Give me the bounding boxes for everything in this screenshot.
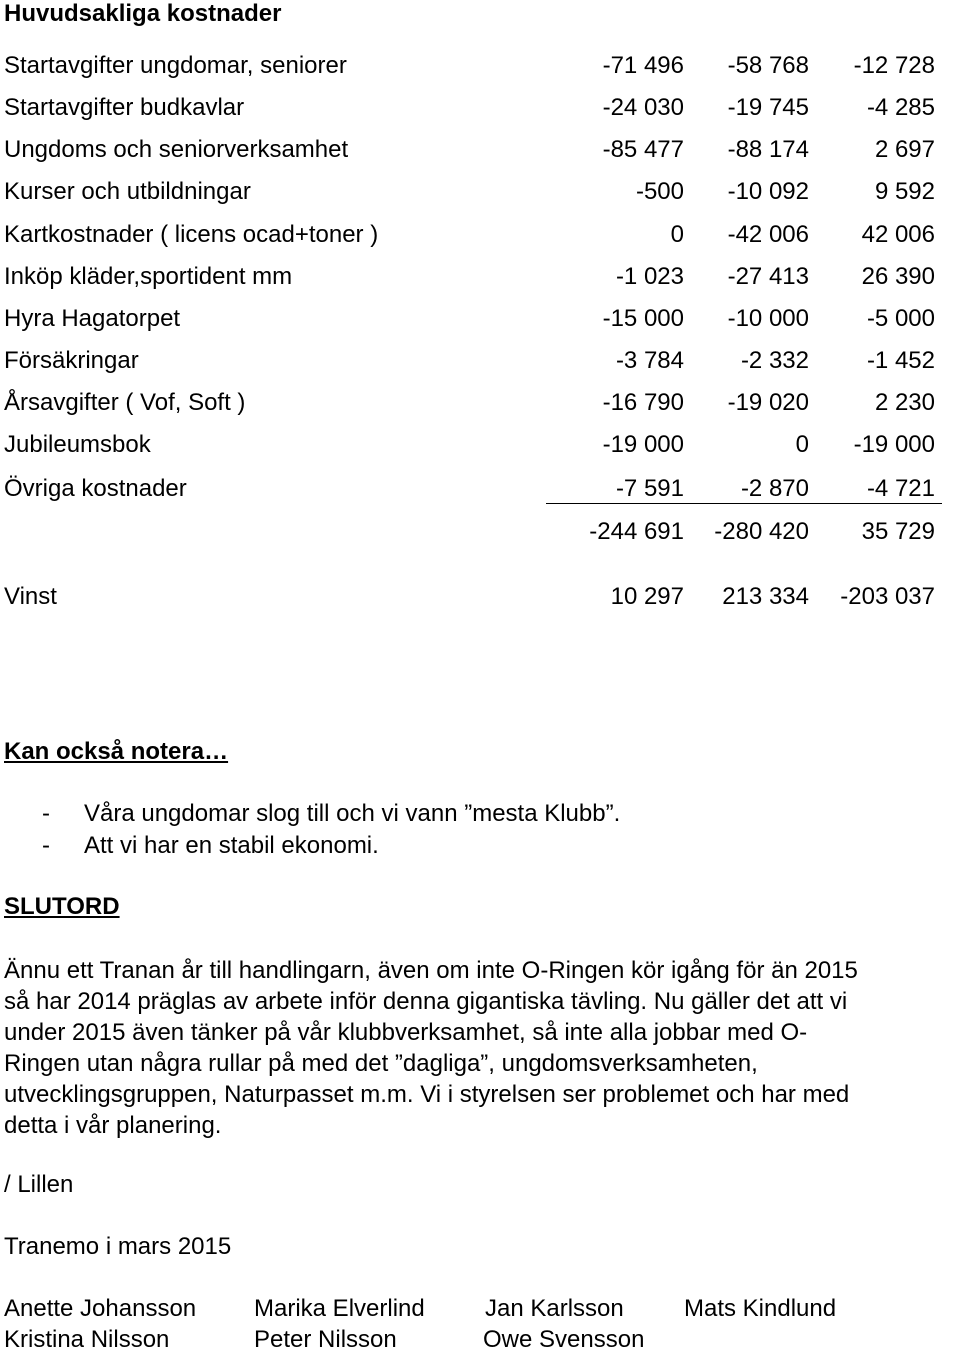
row-value-2: -58 768 <box>727 52 809 79</box>
row-value-1: -15 000 <box>602 305 684 332</box>
row-value-2: -2 332 <box>740 347 809 374</box>
row-label: Startavgifter ungdomar, seniorer <box>4 52 347 79</box>
row-label: Årsavgifter ( Vof, Soft ) <box>4 389 246 416</box>
costs-heading: Huvudsakliga kostnader <box>4 0 282 27</box>
profit-label: Vinst <box>4 583 57 610</box>
row-value-2: -10 092 <box>727 178 809 205</box>
row-value-1: -24 030 <box>602 94 684 121</box>
closing-paragraph <box>4 955 960 1141</box>
paragraph-line: så har 2014 präglas av arbete inför denna gigantiska tävling. Nu gäller det att vi <box>4 988 848 1015</box>
paragraph-line: utvecklingsgruppen, Naturpasset m.m. Vi i styrelsen ser problemet och har med <box>4 1081 850 1108</box>
table-row <box>0 389 960 429</box>
row-value-3: 42 006 <box>861 221 935 248</box>
signature-name: Anette Johansson <box>4 1295 197 1322</box>
row-label: Ungdoms och seniorverksamhet <box>4 136 349 163</box>
row-value-1: -500 <box>635 178 684 205</box>
row-label: Startavgifter budkavlar <box>4 94 245 121</box>
note-text: Att vi har en stabil ekonomi. <box>84 832 379 859</box>
table-row <box>0 94 960 134</box>
table-row <box>0 347 960 387</box>
table-row <box>0 431 960 471</box>
row-value-1: -3 784 <box>615 347 684 374</box>
row-value-2: -19 745 <box>727 94 809 121</box>
signature-name: Mats Kindlund <box>684 1295 837 1322</box>
bullet-dash: - <box>42 800 50 827</box>
note-text: Våra ungdomar slog till och vi vann ”mesta Klubb”. <box>84 800 621 827</box>
row-label: Inköp kläder,sportident mm <box>4 263 293 290</box>
row-value-3: -19 000 <box>853 431 935 458</box>
table-row <box>0 221 960 261</box>
row-value-1: -19 000 <box>602 431 684 458</box>
row-label: Jubileumsbok <box>4 431 151 458</box>
row-value-3: -5 000 <box>866 305 935 332</box>
row-value-1: 0 <box>670 221 684 248</box>
row-value-3: -1 452 <box>866 347 935 374</box>
row-label: Övriga kostnader <box>4 475 187 502</box>
totals-row <box>0 518 960 558</box>
profit-row <box>0 583 960 623</box>
bullet-dash: - <box>42 832 50 859</box>
table-row <box>0 178 960 218</box>
list-item <box>4 832 379 860</box>
total-value-1: -244 691 <box>589 518 684 545</box>
paragraph-line: Ringen utan några rullar på med det ”dagliga”, ungdomsverksamheten, <box>4 1050 758 1077</box>
profit-value-2: 213 334 <box>722 583 809 610</box>
signature-name: Kristina Nilsson <box>4 1326 170 1353</box>
row-value-2: -42 006 <box>727 221 809 248</box>
row-value-1: -71 496 <box>602 52 684 79</box>
author: / Lillen <box>4 1171 74 1198</box>
row-value-2: -27 413 <box>727 263 809 290</box>
signature-name: Owe Svensson <box>483 1326 645 1353</box>
signature-name: Peter Nilsson <box>254 1326 397 1353</box>
row-value-3: 2 697 <box>874 136 935 163</box>
closing-heading: SLUTORD <box>4 893 120 920</box>
total-value-2: -280 420 <box>714 518 809 545</box>
row-value-2: -19 020 <box>727 389 809 416</box>
row-value-3: -4 721 <box>866 475 935 502</box>
profit-value-3: -203 037 <box>840 583 935 610</box>
row-value-3: 2 230 <box>874 389 935 416</box>
total-value-3: 35 729 <box>861 518 935 545</box>
row-label: Hyra Hagatorpet <box>4 305 181 332</box>
paragraph-line: under 2015 även tänker på vår klubbverksamhet, så inte alla jobbar med O- <box>4 1019 808 1046</box>
notes-heading: Kan också notera… <box>4 738 229 765</box>
table-row <box>0 475 960 515</box>
list-item <box>4 800 620 828</box>
table-row <box>0 52 960 92</box>
signature-name: Marika Elverlind <box>254 1295 425 1322</box>
row-value-3: 9 592 <box>874 178 935 205</box>
row-value-3: -4 285 <box>866 94 935 121</box>
table-row <box>0 136 960 176</box>
row-value-3: -12 728 <box>853 52 935 79</box>
table-row <box>0 263 960 303</box>
sum-divider <box>546 503 942 504</box>
row-label: Försäkringar <box>4 347 139 374</box>
paragraph-line: Ännu ett Tranan år till handlingarn, även om inte O-Ringen kör igång för än 2015 <box>4 957 858 984</box>
row-value-1: -16 790 <box>602 389 684 416</box>
row-value-2: -10 000 <box>727 305 809 332</box>
row-value-1: -85 477 <box>602 136 684 163</box>
signature-name: Jan Karlsson <box>485 1295 624 1322</box>
row-value-1: -7 591 <box>615 475 684 502</box>
row-value-3: 26 390 <box>861 263 935 290</box>
row-value-2: -88 174 <box>727 136 809 163</box>
paragraph-line: detta i vår planering. <box>4 1112 222 1139</box>
row-label: Kartkostnader ( licens ocad+toner ) <box>4 221 379 248</box>
row-value-2: -2 870 <box>740 475 809 502</box>
row-value-1: -1 023 <box>615 263 684 290</box>
table-row <box>0 305 960 345</box>
row-label: Kurser och utbildningar <box>4 178 251 205</box>
row-value-2: 0 <box>795 431 809 458</box>
place-date: Tranemo i mars 2015 <box>4 1233 232 1260</box>
profit-value-1: 10 297 <box>610 583 684 610</box>
